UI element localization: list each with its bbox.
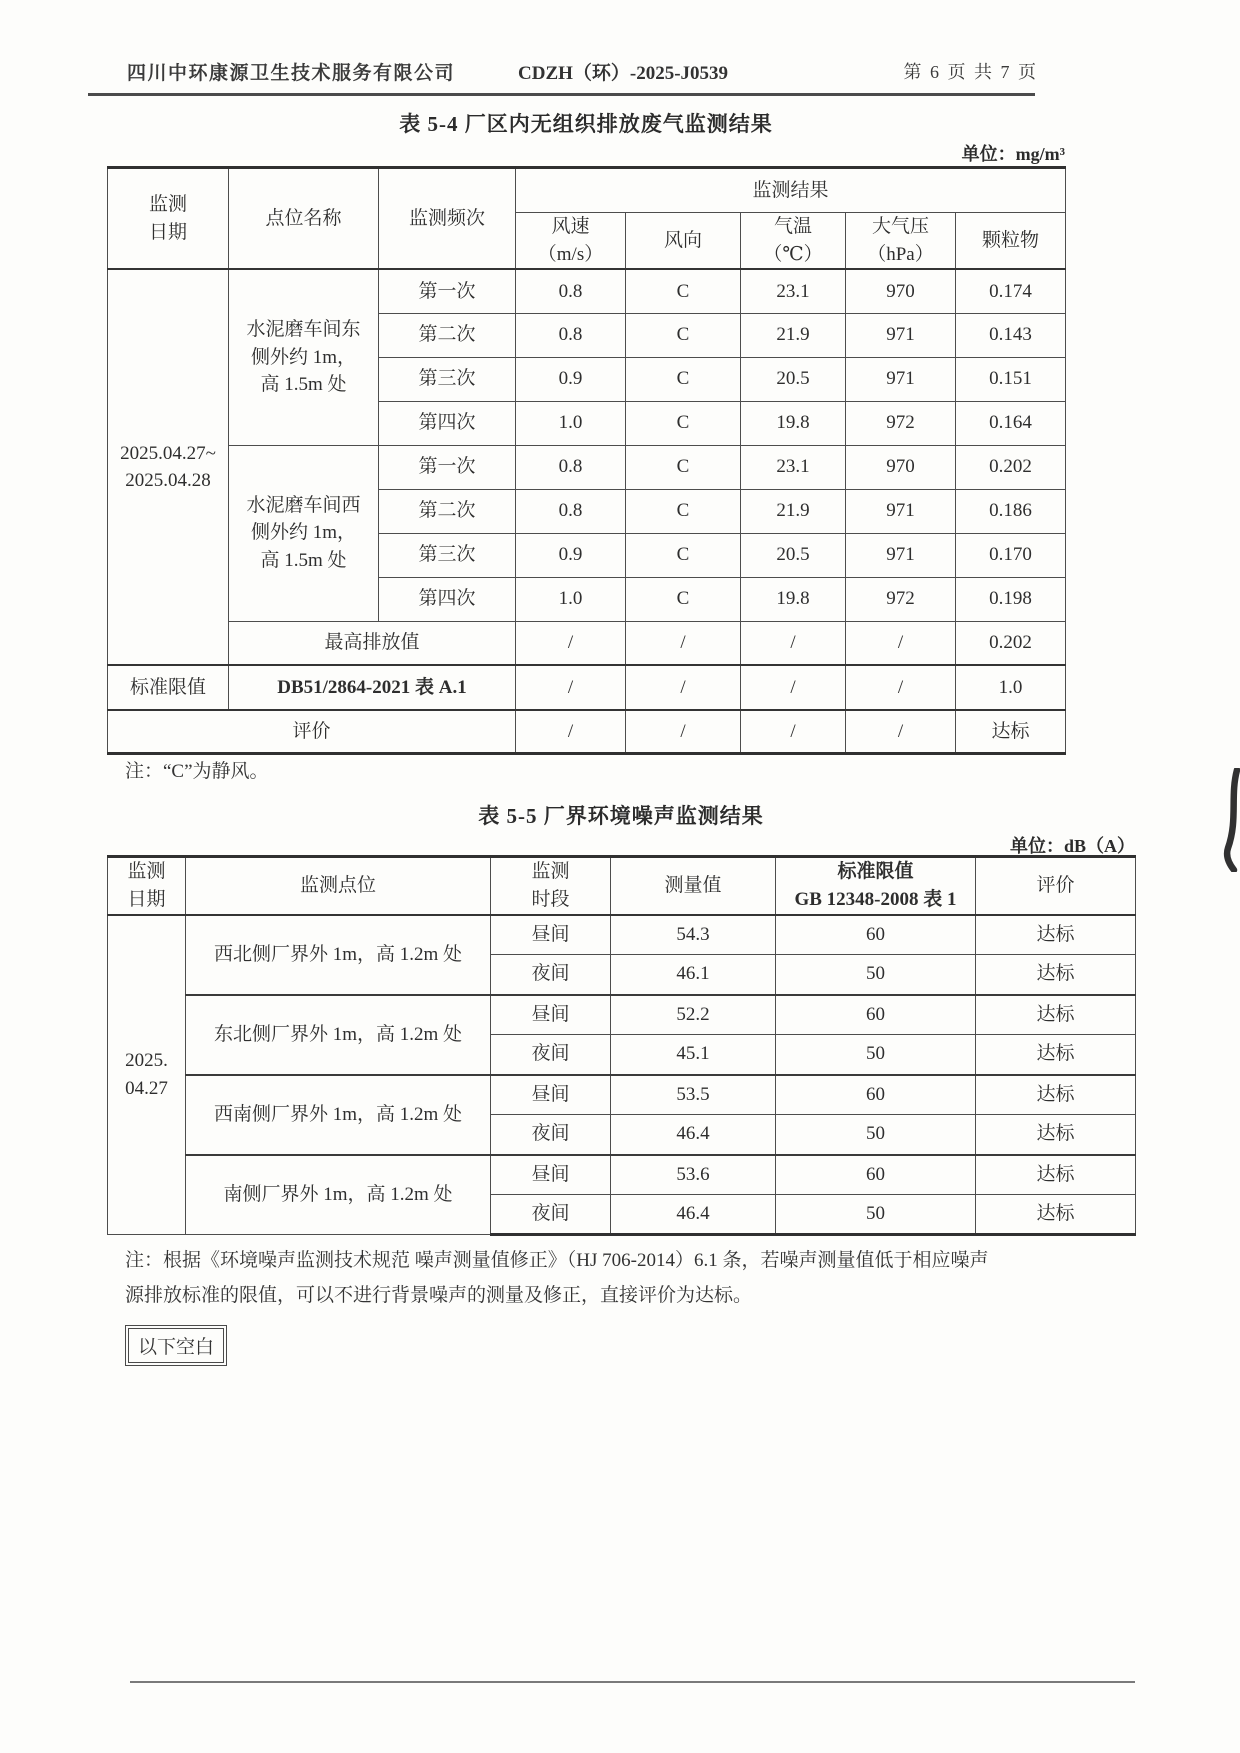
site-cell: 西北侧厂界外 1m，高 1.2m 处 — [186, 915, 491, 995]
cell-limit: / — [516, 665, 626, 710]
col-header-evaluation: 评价 — [976, 857, 1136, 915]
cell-frequency: 第四次 — [379, 401, 516, 445]
date-header-line1: 监测 — [127, 861, 166, 883]
cell-max: / — [741, 621, 846, 665]
table4-container — [107, 166, 1066, 755]
cell-temp: 19.8 — [741, 401, 846, 445]
cell-value: 46.4 — [611, 1115, 776, 1155]
cell-limit: 60 — [776, 1075, 976, 1115]
cell-frequency: 第二次 — [379, 313, 516, 357]
page-indicator: 第 6 页 共 7 页 — [903, 62, 1038, 82]
table5-unit: 单位：dB（A） — [1009, 836, 1135, 856]
cell-period: 昼间 — [491, 1155, 611, 1195]
cell-temp: 20.5 — [741, 357, 846, 401]
site-cell: 南侧厂界外 1m，高 1.2m 处 — [186, 1155, 491, 1235]
date-line2: 04.27 — [125, 1077, 168, 1099]
cell-pressure: 970 — [846, 445, 956, 489]
cell-limit: / — [741, 665, 846, 710]
table5-note-line1: 注：根据《环境噪声监测技术规范 噪声测量值修正》（HJ 706-2014）6.1 条，若噪声测量值低于相应噪声 — [125, 1250, 989, 1271]
cell-period: 夜间 — [491, 1195, 611, 1235]
table4-title: 表 5-4 厂区内无组织排放废气监测结果 — [399, 112, 773, 136]
cell-temp: 23.1 — [741, 445, 846, 489]
cell-eval: 达标 — [976, 1075, 1136, 1115]
col-header-wind-speed — [516, 213, 626, 270]
col-header-date — [108, 857, 186, 915]
cell-eval: 达标 — [976, 955, 1136, 995]
cell-limit: / — [846, 665, 956, 710]
col-header-measured-value: 测量值 — [611, 857, 776, 915]
scan-artifact-mark — [1219, 768, 1240, 872]
cell-pressure: 971 — [846, 357, 956, 401]
limit-header-line1: 标准限值 — [837, 861, 914, 883]
cell-frequency: 第一次 — [379, 269, 516, 313]
col-header-site: 点位名称 — [229, 168, 379, 270]
cell-limit: / — [626, 665, 741, 710]
date-line1: 2025. — [125, 1050, 168, 1072]
cell-frequency: 第三次 — [379, 357, 516, 401]
col-header-results: 监测结果 — [516, 168, 1066, 213]
table-row — [108, 857, 1136, 915]
cell-wind-dir: C — [626, 269, 741, 313]
table5-title: 表 5-5 厂界环境噪声监测结果 — [478, 804, 764, 828]
site2-label: 水泥磨车间西侧外约 1m，高 1.5m 处 — [246, 494, 361, 571]
monitoring-date-cell — [108, 269, 229, 665]
cell-particulate: 0.198 — [956, 577, 1066, 621]
cell-particulate: 0.151 — [956, 357, 1066, 401]
cell-wind-speed: 0.8 — [516, 313, 626, 357]
table-row — [108, 1155, 1136, 1195]
header-rule — [88, 93, 1035, 96]
cell-wind-speed: 1.0 — [516, 401, 626, 445]
cell-pressure: 971 — [846, 489, 956, 533]
cell-pressure: 971 — [846, 533, 956, 577]
cell-frequency: 第一次 — [379, 445, 516, 489]
site1-label: 水泥磨车间东侧外约 1m，高 1.5m 处 — [246, 319, 361, 396]
cell-eval: / — [846, 710, 956, 753]
col-header-date-line1: 监测 — [148, 194, 187, 215]
table-row — [108, 168, 1066, 213]
col-header-period — [491, 857, 611, 915]
table5-note-line2: 源排放标准的限值，可以不进行背景噪声的测量及修正，直接评价为达标。 — [125, 1285, 753, 1306]
cell-eval: 达标 — [976, 1155, 1136, 1195]
cell-max: / — [846, 621, 956, 665]
cell-eval: 达标 — [976, 1035, 1136, 1075]
table-row — [108, 995, 1136, 1035]
cell-eval: 达标 — [976, 1195, 1136, 1235]
cell-eval: 达标 — [976, 995, 1136, 1035]
cell-value: 46.1 — [611, 955, 776, 995]
cell-value: 54.3 — [611, 915, 776, 955]
date-header-line2: 日期 — [127, 888, 166, 910]
site1-cell — [229, 269, 379, 445]
cell-period: 昼间 — [491, 915, 611, 955]
site-cell: 西南侧厂界外 1m，高 1.2m 处 — [186, 1075, 491, 1155]
cell-wind-dir: C — [626, 357, 741, 401]
cell-temp: 21.9 — [741, 489, 846, 533]
cell-limit: 50 — [776, 1115, 976, 1155]
cell-wind-speed: 0.9 — [516, 533, 626, 577]
cell-temp: 20.5 — [741, 533, 846, 577]
cell-wind-dir: C — [626, 577, 741, 621]
cell-pressure: 970 — [846, 269, 956, 313]
cell-period: 昼间 — [491, 995, 611, 1035]
date-line2: 2025.04.28 — [125, 470, 211, 492]
footer-rule — [130, 1681, 1135, 1683]
blank-below-box — [125, 1325, 227, 1366]
site-cell: 东北侧厂界外 1m，高 1.2m 处 — [186, 995, 491, 1075]
cell-wind-dir: C — [626, 533, 741, 577]
cell-particulate: 0.164 — [956, 401, 1066, 445]
table-row — [108, 710, 1066, 753]
cell-limit: 60 — [776, 915, 976, 955]
cell-value: 53.5 — [611, 1075, 776, 1115]
company-name: 四川中环康源卫生技术服务有限公司 — [127, 63, 456, 84]
date-line1: 2025.04.27~ — [120, 442, 216, 464]
report-number: CDZH（环）-2025-J0539 — [518, 63, 729, 84]
site2-cell — [229, 445, 379, 621]
temp-label: 气温 — [773, 216, 812, 237]
cell-particulate: 0.202 — [956, 445, 1066, 489]
cell-eval: / — [516, 710, 626, 753]
col-header-date-line2: 日期 — [148, 221, 187, 243]
evaluation-label: 评价 — [108, 710, 516, 753]
table-row — [108, 915, 1136, 955]
cell-limit: 50 — [776, 1195, 976, 1235]
cell-value: 53.6 — [611, 1155, 776, 1195]
cell-eval: 达标 — [976, 1115, 1136, 1155]
col-header-particulate: 颗粒物 — [956, 213, 1066, 270]
cell-limit: 60 — [776, 995, 976, 1035]
cell-eval: / — [626, 710, 741, 753]
cell-max: / — [516, 621, 626, 665]
pressure-label: 大气压 — [871, 216, 929, 237]
cell-wind-speed: 1.0 — [516, 577, 626, 621]
cell-limit: 50 — [776, 955, 976, 995]
col-header-pressure — [846, 213, 956, 270]
cell-wind-dir: C — [626, 401, 741, 445]
cell-particulate: 0.170 — [956, 533, 1066, 577]
cell-wind-dir: C — [626, 445, 741, 489]
cell-limit: 50 — [776, 1035, 976, 1075]
cell-max: / — [626, 621, 741, 665]
wind-speed-unit: （m/s） — [537, 243, 604, 265]
cell-pressure: 972 — [846, 577, 956, 621]
max-emission-label: 最高排放值 — [229, 621, 516, 665]
cell-frequency: 第三次 — [379, 533, 516, 577]
cell-particulate: 0.143 — [956, 313, 1066, 357]
cell-particulate: 0.174 — [956, 269, 1066, 313]
wind-speed-label: 风速 — [551, 216, 590, 237]
cell-value: 45.1 — [611, 1035, 776, 1075]
table-row — [108, 445, 1066, 489]
table4-unit: 单位：mg/m³ — [961, 144, 1065, 164]
col-header-wind-dir: 风向 — [626, 213, 741, 270]
standard-reference: DB51/2864-2021 表 A.1 — [229, 665, 516, 710]
table-row — [108, 269, 1066, 313]
pressure-unit: （hPa） — [867, 243, 934, 265]
table4-note: 注：“C”为静风。 — [125, 761, 269, 782]
cell-limit-particulate: 1.0 — [956, 665, 1066, 710]
cell-frequency: 第四次 — [379, 577, 516, 621]
table-row — [108, 665, 1066, 710]
table5-container — [107, 855, 1136, 1236]
cell-period: 夜间 — [491, 955, 611, 995]
cell-temp: 23.1 — [741, 269, 846, 313]
temp-unit: （℃） — [763, 243, 823, 265]
table-row — [108, 1075, 1136, 1115]
period-header-line1: 监测 — [531, 861, 570, 883]
cell-value: 52.2 — [611, 995, 776, 1035]
cell-max-particulate: 0.202 — [956, 621, 1066, 665]
col-header-site: 监测点位 — [186, 857, 491, 915]
cell-period: 昼间 — [491, 1075, 611, 1115]
noise-monitoring-table — [107, 855, 1136, 1236]
col-header-temp — [741, 213, 846, 270]
cell-eval-particulate: 达标 — [956, 710, 1066, 753]
cell-wind-dir: C — [626, 313, 741, 357]
cell-value: 46.4 — [611, 1195, 776, 1235]
cell-particulate: 0.186 — [956, 489, 1066, 533]
cell-wind-speed: 0.8 — [516, 445, 626, 489]
cell-temp: 19.8 — [741, 577, 846, 621]
cell-frequency: 第二次 — [379, 489, 516, 533]
cell-pressure: 971 — [846, 313, 956, 357]
cell-eval: / — [741, 710, 846, 753]
cell-temp: 21.9 — [741, 313, 846, 357]
table-row — [108, 621, 1066, 665]
cell-pressure: 972 — [846, 401, 956, 445]
col-header-frequency: 监测频次 — [379, 168, 516, 270]
cell-limit: 60 — [776, 1155, 976, 1195]
cell-wind-speed: 0.8 — [516, 269, 626, 313]
limit-header-line2: GB 12348-2008 表 1 — [794, 888, 957, 910]
standard-limit-label: 标准限值 — [108, 665, 229, 710]
cell-wind-dir: C — [626, 489, 741, 533]
cell-eval: 达标 — [976, 915, 1136, 955]
cell-period: 夜间 — [491, 1115, 611, 1155]
cell-wind-speed: 0.8 — [516, 489, 626, 533]
col-header-standard-limit — [776, 857, 976, 915]
monitoring-date-cell — [108, 915, 186, 1235]
cell-period: 夜间 — [491, 1035, 611, 1075]
cell-wind-speed: 0.9 — [516, 357, 626, 401]
blank-below-label: 以下空白 — [128, 1328, 224, 1363]
col-header-date — [108, 168, 229, 270]
period-header-line2: 时段 — [531, 888, 570, 910]
gas-monitoring-table — [107, 166, 1066, 755]
